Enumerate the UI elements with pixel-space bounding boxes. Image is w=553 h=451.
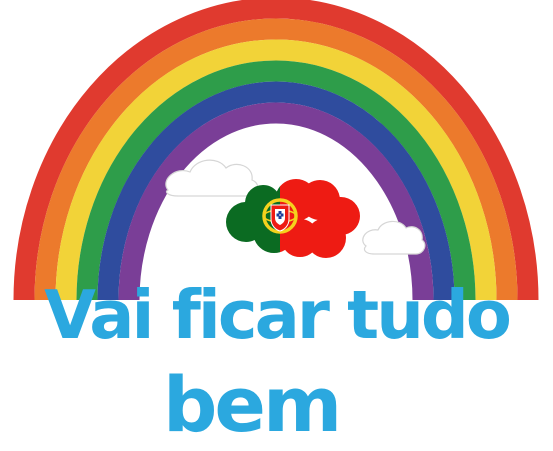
slogan-line-1: Vai ficar tudo [44,276,509,354]
slogan-line-2: bem [163,360,340,449]
rainbow-icon [24,8,528,300]
flag-quina [281,214,284,217]
flag-quina [277,214,280,217]
